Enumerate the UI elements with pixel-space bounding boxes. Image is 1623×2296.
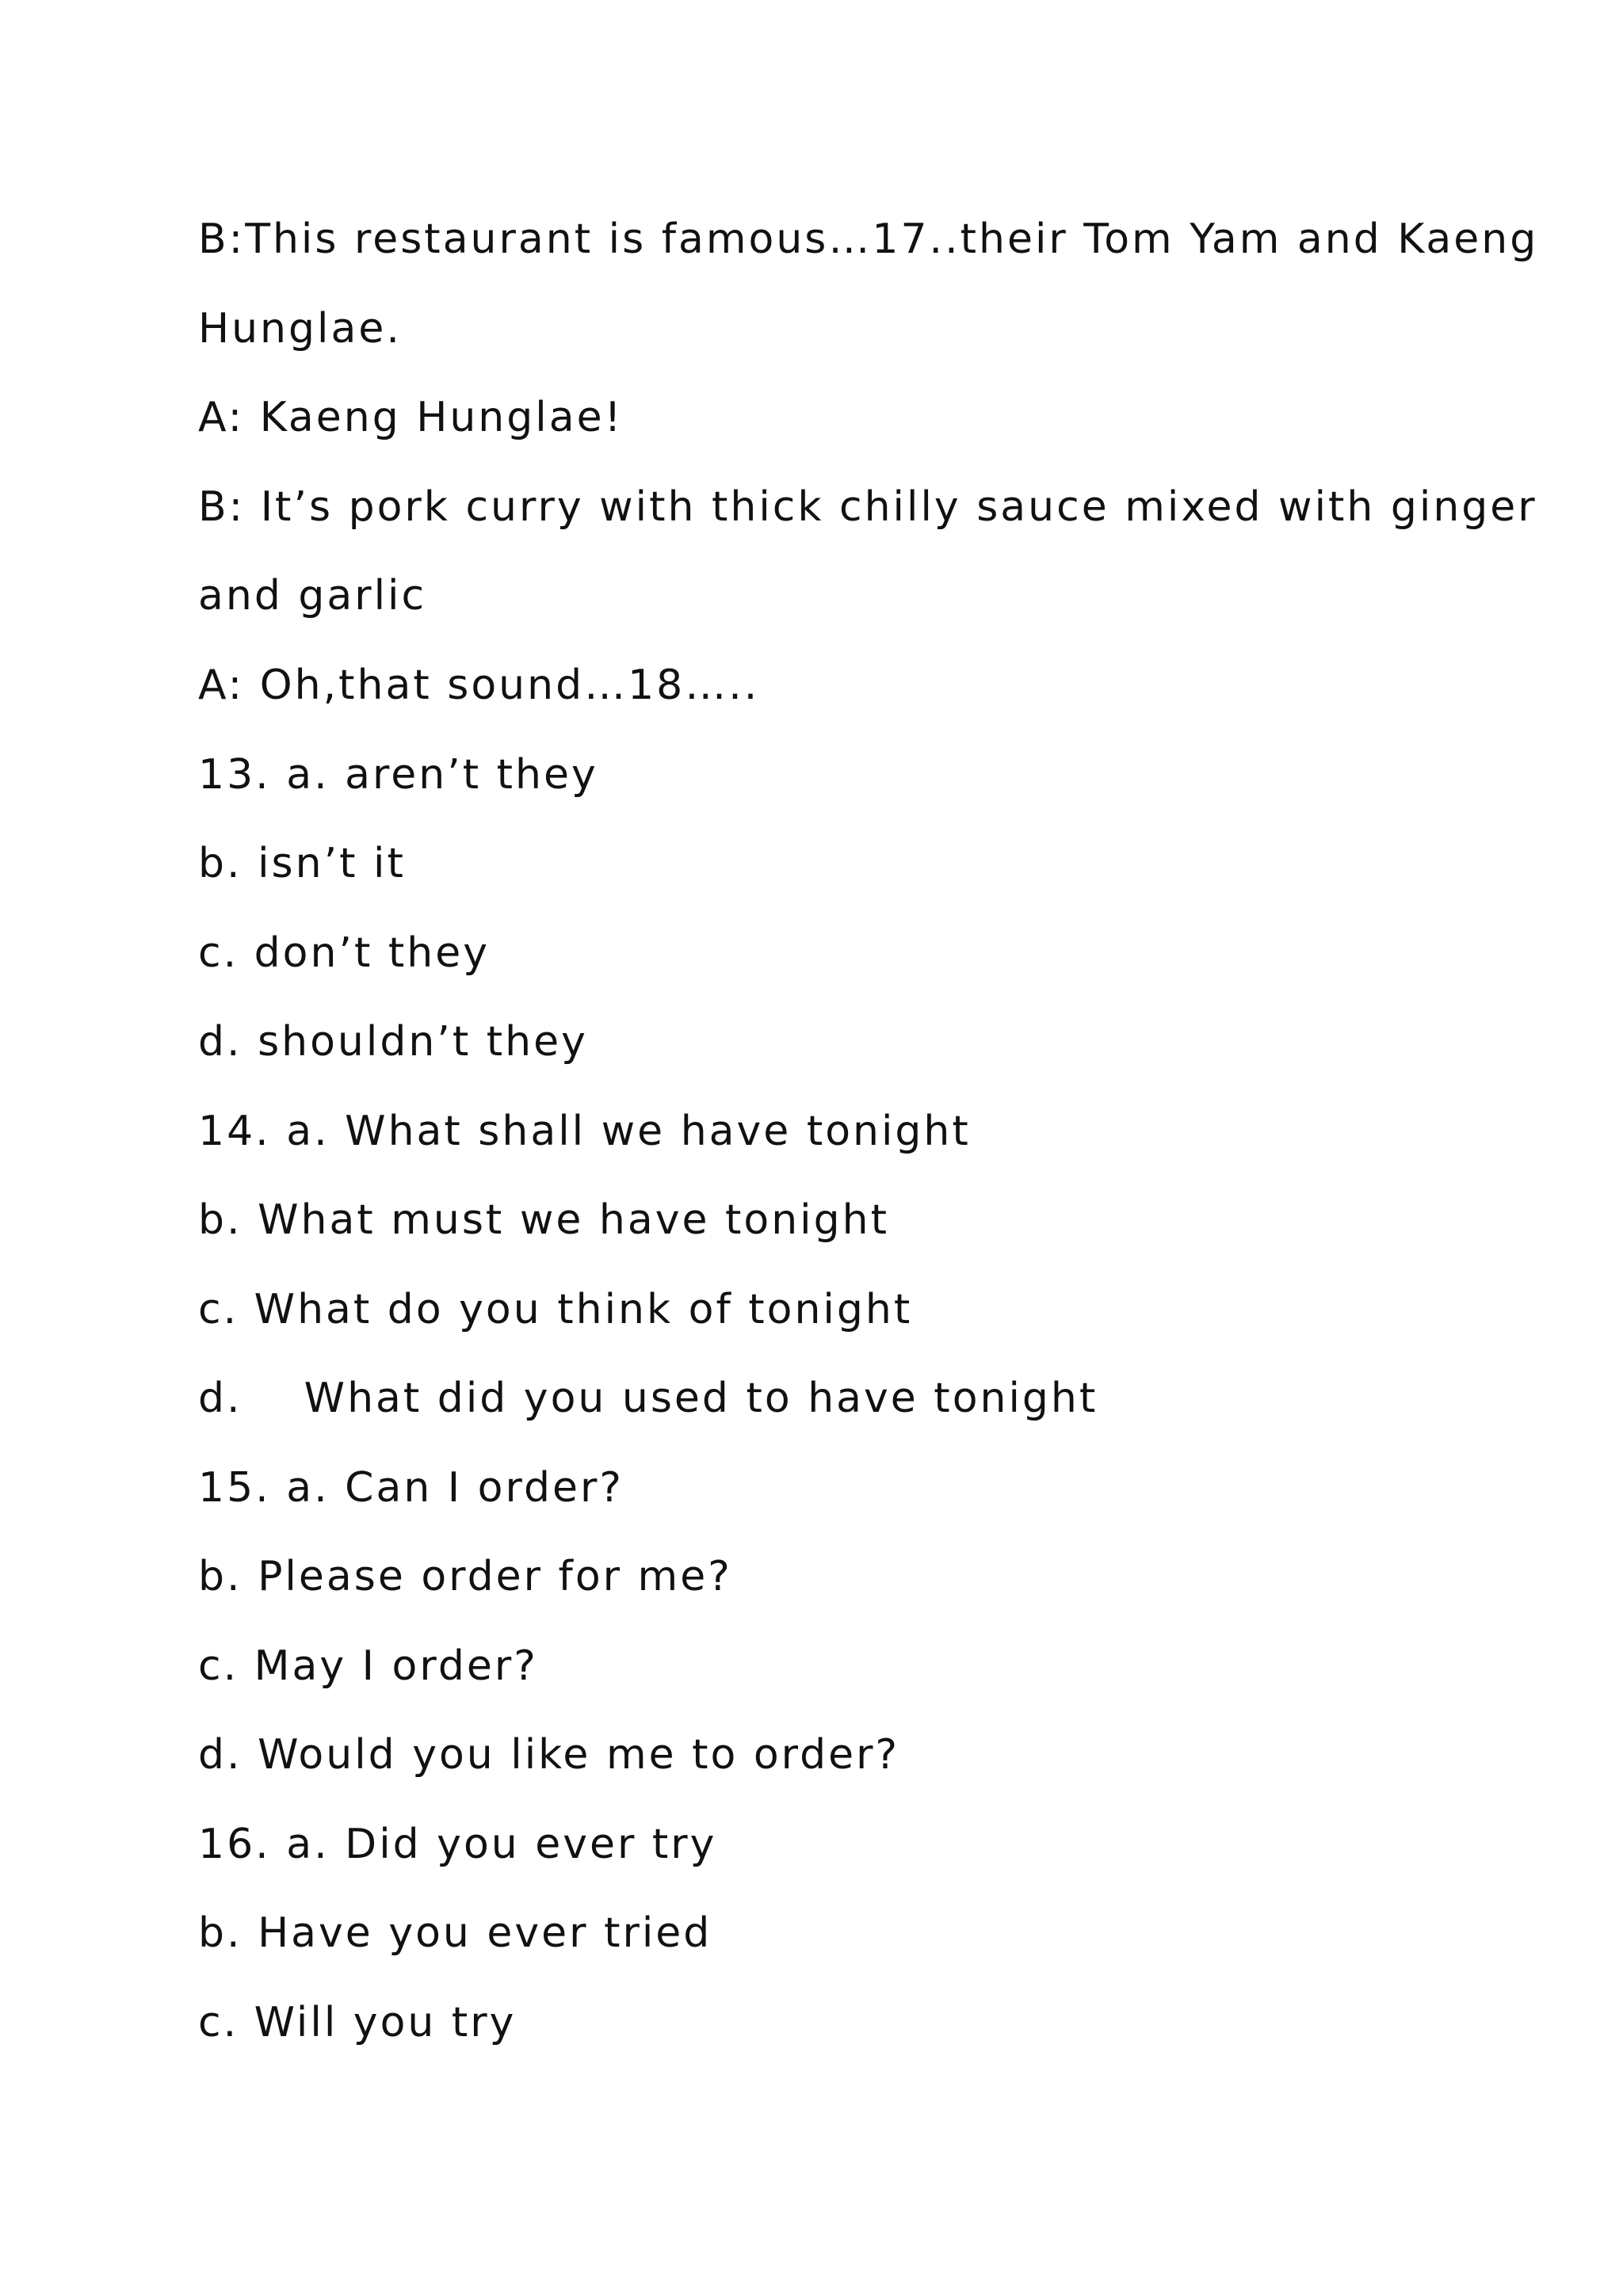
question-15-option-a: 15. a. Can I order? <box>198 1464 624 1512</box>
question-14-option-a: 14. a. What shall we have tonight <box>198 1108 971 1155</box>
dialogue-line-a-kaeng: A: Kaeng Hunglae! <box>198 394 624 441</box>
question-16-option-b: b. Have you ever tried <box>198 1909 712 1957</box>
question-14-option-c: c. What do you think of tonight <box>198 1286 913 1333</box>
question-14-option-d: d. What did you used to have tonight <box>198 1375 1098 1422</box>
question-16-option-a: 16. a. Did you ever try <box>198 1821 717 1868</box>
dialogue-line-and-garlic: and garlic <box>198 572 427 620</box>
question-15-option-c: c. May I order? <box>198 1642 538 1690</box>
question-14-option-b: b. What must we have tonight <box>198 1196 889 1244</box>
dialogue-line-a-sound: A: Oh,that sound…18….. <box>198 662 760 709</box>
question-13-option-d: d. shouldn’t they <box>198 1018 588 1066</box>
question-16-option-c: c. Will you try <box>198 1999 517 2046</box>
question-13-option-a: 13. a. aren’t they <box>198 751 598 799</box>
dialogue-line-b-pork-curry: B: It’s pork curry with thick chilly sauce mixed with ginger <box>198 483 1537 531</box>
dialogue-line-hunglae: Hunglae. <box>198 305 402 353</box>
dialogue-line-b-restaurant: B:This restaurant is famous…17..their Tom Yam and Kaeng <box>198 215 1539 263</box>
question-15-option-d: d. Would you like me to order? <box>198 1731 900 1779</box>
question-13-option-b: b. isn’t it <box>198 840 406 887</box>
question-15-option-b: b. Please order for me? <box>198 1553 732 1600</box>
question-13-option-c: c. don’t they <box>198 929 490 977</box>
